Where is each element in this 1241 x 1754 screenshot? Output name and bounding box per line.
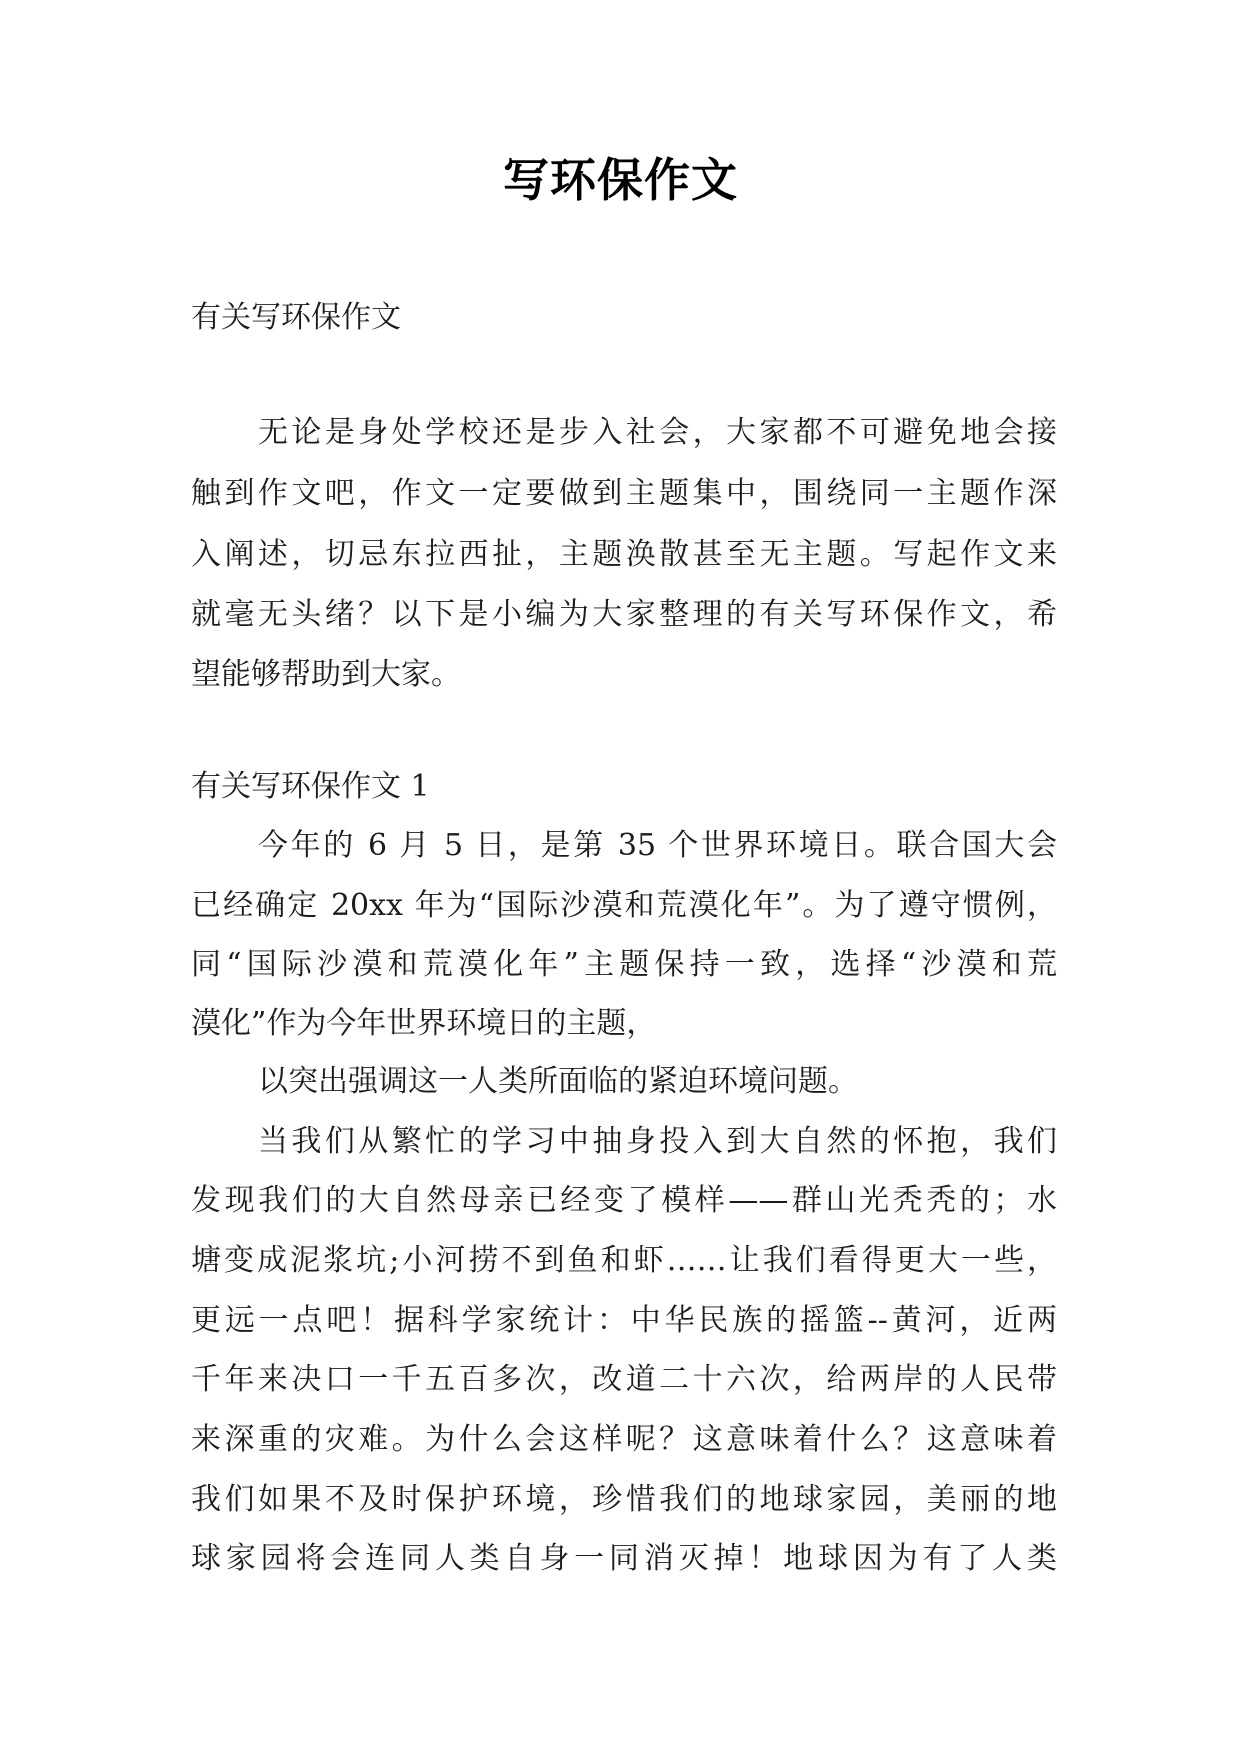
document-subtitle: 有关写环保作文 bbox=[191, 300, 401, 335]
paragraph-line: 来深重的灾难。为什么会这样呢？这意味着什么？这意味着 bbox=[191, 1422, 1057, 1457]
paragraph-line: 以突出强调这一人类所面临的紧迫环境问题。 bbox=[258, 1064, 858, 1099]
paragraph-line: 就毫无头绪？以下是小编为大家整理的有关写环保作文，希 bbox=[191, 597, 1057, 632]
paragraph-line: 已经确定 20xx 年为“国际沙漠和荒漠化年”。为了遵守惯例， bbox=[191, 888, 1057, 923]
paragraph-line: 无论是身处学校还是步入社会，大家都不可避免地会接 bbox=[258, 415, 1057, 450]
paragraph-line: 球家园将会连同人类自身一同消灭掉！地球因为有了人类 bbox=[191, 1541, 1057, 1576]
paragraph-line: 当我们从繁忙的学习中抽身投入到大自然的怀抱，我们 bbox=[258, 1124, 1057, 1159]
paragraph-line: 今年的 6 月 5 日，是第 35 个世界环境日。联合国大会 bbox=[258, 828, 1057, 863]
paragraph-line: 千年来决口一千五百多次，改道二十六次，给两岸的人民带 bbox=[191, 1362, 1057, 1397]
paragraph-line: 望能够帮助到大家。 bbox=[191, 657, 461, 692]
paragraph-line: 同“国际沙漠和荒漠化年”主题保持一致，选择“沙漠和荒 bbox=[191, 947, 1057, 982]
paragraph-line: 触到作文吧，作文一定要做到主题集中，围绕同一主题作深 bbox=[191, 476, 1057, 511]
paragraph-line: 我们如果不及时保护环境，珍惜我们的地球家园，美丽的地 bbox=[191, 1482, 1057, 1517]
paragraph-line: 更远一点吧！据科学家统计：中华民族的摇篮--黄河，近两 bbox=[191, 1303, 1057, 1338]
paragraph-line: 塘变成泥浆坑;小河捞不到鱼和虾……让我们看得更大一些， bbox=[191, 1243, 1057, 1278]
paragraph-line: 漠化”作为今年世界环境日的主题， bbox=[191, 1006, 657, 1041]
paragraph-line: 入阐述，切忌东拉西扯，主题涣散甚至无主题。写起作文来 bbox=[191, 537, 1057, 572]
paragraph-line: 发现我们的大自然母亲已经变了模样——群山光秃秃的；水 bbox=[191, 1183, 1057, 1218]
section-heading: 有关写环保作文 1 bbox=[191, 769, 430, 804]
document-title: 写环保作文 bbox=[503, 153, 738, 207]
